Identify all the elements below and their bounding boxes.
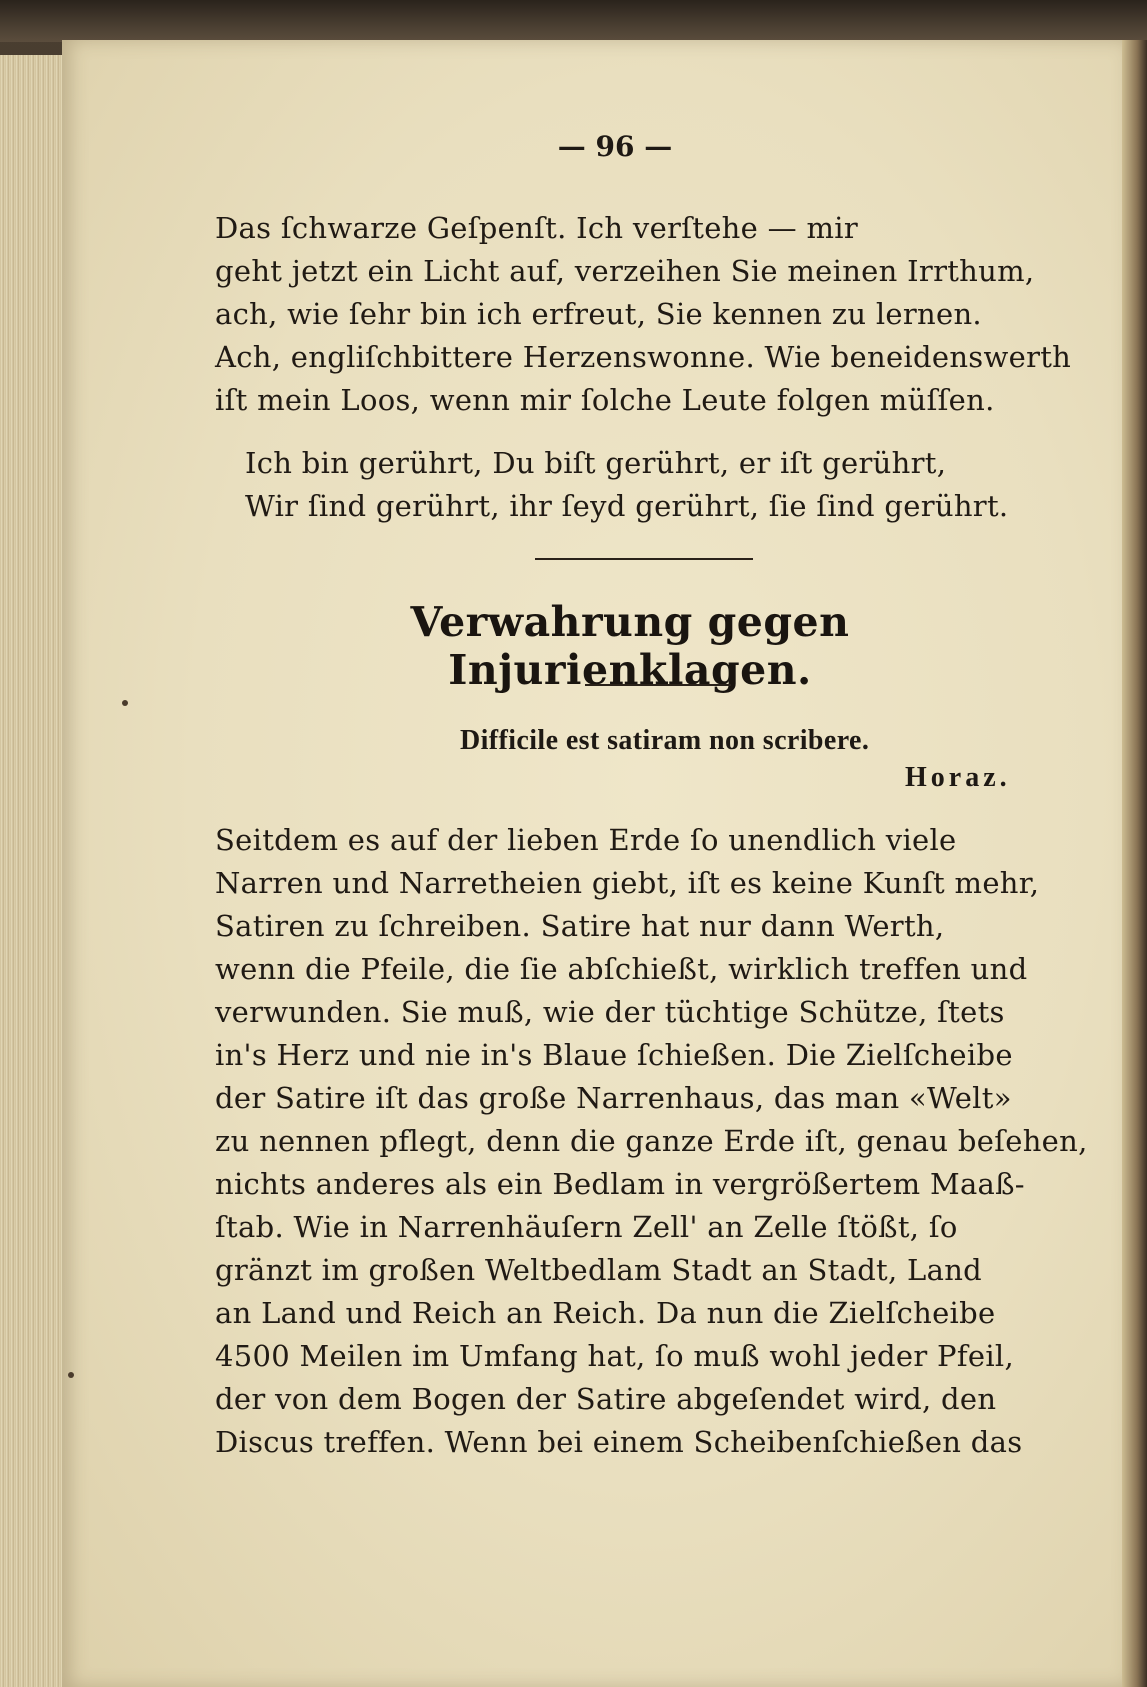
page-edges [0,55,70,1687]
body-line: Satiren zu ſchreiben. Satire hat nur dann Werth, [215,909,945,943]
verse-line: Wir ſind gerührt, ihr ſeyd gerührt, ſie ſind gerührt. [245,489,1009,523]
body-line: gränzt im großen Weltbedlam Stadt an Stadt, Land [215,1253,983,1287]
text-line: geht jetzt ein Licht auf, verzeihen Sie meinen Irrthum, [215,254,1035,288]
verse-line: Ich bin gerührt, Du biſt gerührt, er iſt gerührt, [245,446,947,480]
body-line: nichts anderes als ein Bedlam in vergrößertem Maaß- [215,1167,1025,1201]
text-line: Ach, engliſchbittere Herzenswonne. Wie beneidenswerth [215,340,1072,374]
section-divider [535,558,753,560]
text-line: Das ſchwarze Geſpenſt. Ich verſtehe — mir [215,211,858,245]
page-number: — 96 — [557,130,673,163]
body-line: der von dem Bogen der Satire abgeſendet wird, den [215,1382,997,1416]
text-line: iſt mein Loos, wenn mir ſolche Leute folgen müſſen. [215,383,995,417]
body-line: verwunden. Sie muß, wie der tüchtige Schütze, ſtets [215,995,1005,1029]
body-line: der Satire iſt das große Narrenhaus, das man «Welt» [215,1081,1012,1115]
body-line: Seitdem es auf der lieben Erde ſo unendlich viele [215,823,957,857]
epigraph: Difficile est satiram non scribere. [460,725,870,756]
paper-blemish [68,1372,74,1378]
section-heading: Verwahrung gegen Injurienklagen. [410,598,850,694]
body-line: zu nennen pflegt, denn die ganze Erde iſt, genau beſehen, [215,1124,1088,1158]
body-line: wenn die Pfeile, die ſie abſchießt, wirklich treffen und [215,952,1028,986]
heading-underline [585,684,731,686]
body-line: 4500 Meilen im Umfang hat, ſo muß wohl jeder Pfeil, [215,1339,1015,1373]
book-cover-top [0,0,1147,42]
page-gutter [1122,40,1147,1687]
body-line: Discus treffen. Wenn bei einem Scheibenſchießen das [215,1425,1023,1459]
body-line: ſtab. Wie in Narrenhäuſern Zell' an Zelle ſtößt, ſo [215,1210,958,1244]
paper-blemish [122,700,128,706]
body-line: Narren und Narretheien giebt, iſt es keine Kunſt mehr, [215,866,1040,900]
epigraph-author: Horaz. [905,762,1011,793]
text-line: ach, wie ſehr bin ich erfreut, Sie kennen zu lernen. [215,297,982,331]
body-line: in's Herz und nie in's Blaue ſchießen. Die Zielſcheibe [215,1038,1013,1072]
body-line: an Land und Reich an Reich. Da nun die Zielſcheibe [215,1296,996,1330]
